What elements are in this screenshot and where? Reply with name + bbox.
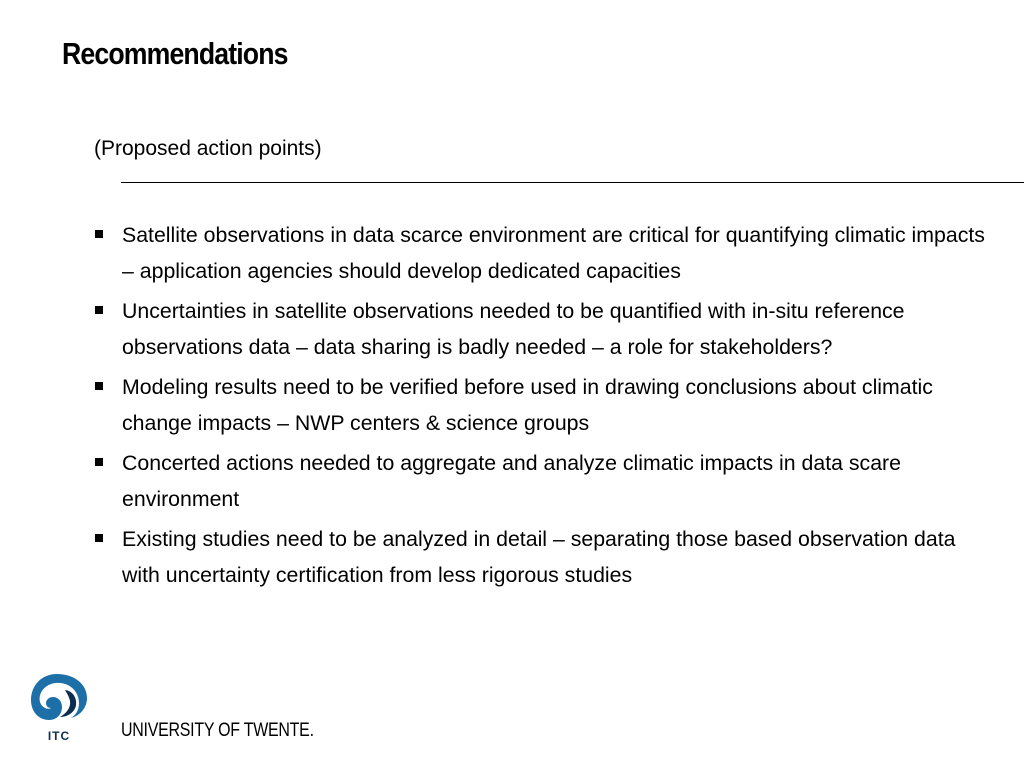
bullet-item <box>0 369 992 441</box>
bullet-item <box>0 445 992 517</box>
slide-title: Recommendations <box>62 36 288 71</box>
square-bullet-icon <box>95 382 103 390</box>
university-name: UNIVERSITY OF TWENTE. <box>121 720 314 741</box>
slide-subtitle: (Proposed action points) <box>94 137 322 160</box>
itc-logo-icon <box>27 670 91 746</box>
logo-outer-swirl <box>31 674 87 720</box>
logo-text: ITC <box>47 729 71 743</box>
bullet-text: Existing studies need to be analyzed in detail – separating those based observation data with uncertainty certification from less rigorous studies <box>122 527 956 587</box>
bullet-text: Concerted actions needed to aggregate and analyze climatic impacts in data scare environment <box>122 451 901 511</box>
bullet-list <box>0 217 992 597</box>
itc-logo-graphic <box>27 670 91 746</box>
square-bullet-icon <box>95 230 103 238</box>
bullet-item <box>0 293 992 365</box>
square-bullet-icon <box>95 458 103 466</box>
title-divider <box>121 182 1024 183</box>
bullet-text: Satellite observations in data scarce environment are critical for quantifying climatic impacts – application agencies should develop dedicated capacities <box>122 223 985 283</box>
logo-inner-swirl <box>60 690 76 717</box>
square-bullet-icon <box>95 534 103 542</box>
bullet-text: Modeling results need to be verified before used in drawing conclusions about climatic change impacts – NWP centers & science groups <box>122 375 933 435</box>
bullet-text: Uncertainties in satellite observations needed to be quantified with in-situ reference observations data – data sharing is badly needed – a role for stakeholders? <box>122 299 905 359</box>
bullet-item <box>0 217 992 289</box>
square-bullet-icon <box>95 306 103 314</box>
bullet-item <box>0 521 992 593</box>
